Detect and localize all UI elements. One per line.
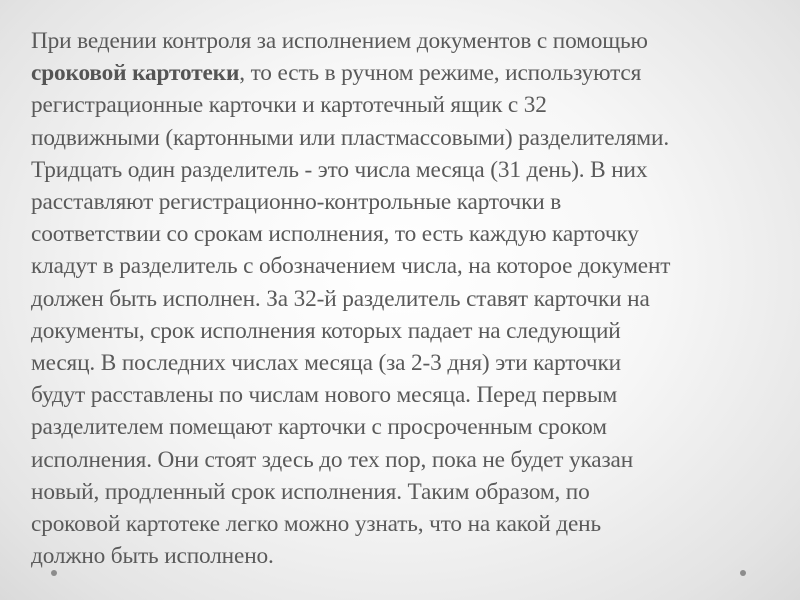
paragraph-bold-term: сроковой картотеки <box>31 60 240 87</box>
bullet-dot-right <box>740 570 746 576</box>
body-paragraph <box>31 25 776 572</box>
paragraph-text-end: , то есть в ручном режиме, используются регистрационные карточки и картотечный ящик с 32 подвижными (картонными или пластмассовыми) разделителями. Тридцать один разделитель - это числа месяца (31 день). В них расставляют регистрационно-контрольные карточки в соответствии со срокам исполнения, то есть каждую карточку кладут в разделитель с обозначением числа, на которое документ должен быть исполнен. За 32-й разделитель ставят карточки на документы, срок исполнения которых падает на следующий месяц. В последних числах месяца (за 2-3 дня) эти карточки будут расставлены по числам нового месяца. Перед первым разделителем помещают карточки с просроченным сроком исполнения. Они стоят здесь до тех пор, пока не будет указан новый, продленный срок исполнения. Таким образом, по сроковой картотеке легко можно узнать, что на какой день должно быть исполнено. <box>31 60 671 570</box>
bullet-dot-left <box>51 570 57 576</box>
paragraph-text-start: При ведении контроля за исполнением документов с помощью <box>31 28 648 54</box>
